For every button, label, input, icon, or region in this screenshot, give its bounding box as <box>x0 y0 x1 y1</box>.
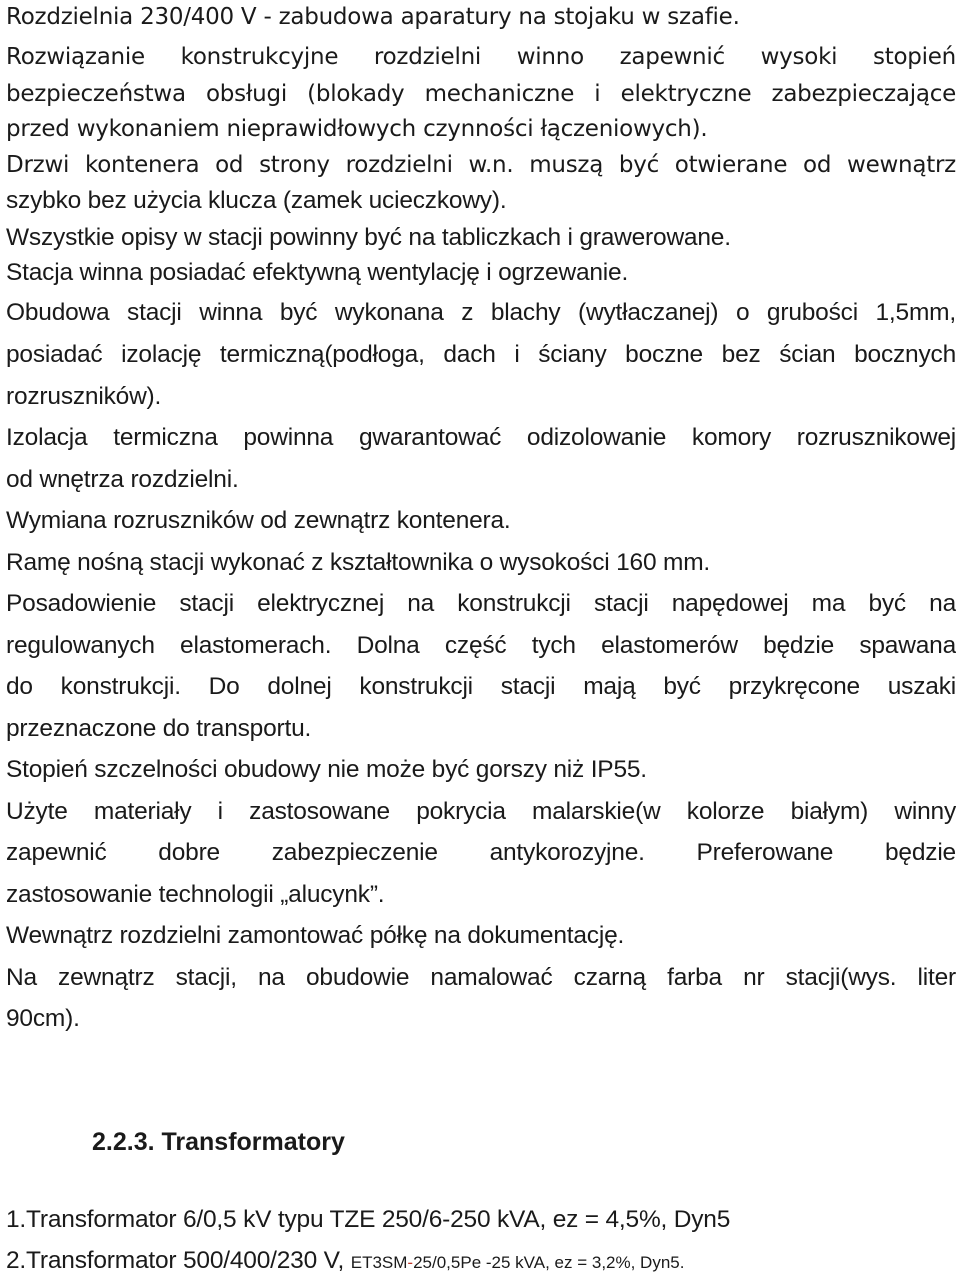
paragraph-line: do konstrukcji. Do dolnej konstrukcji stacji mają być przykręcone uszaki <box>6 673 956 700</box>
paragraph-line: od wnętrza rozdzielni. <box>6 466 239 493</box>
paragraph-line: Użyte materiały i zastosowane pokrycia malarskie(w kolorze białym) winny <box>6 798 956 825</box>
paragraph-line: Izolacja termiczna powinna gwarantować odizolowanie komory rozrusznikowej <box>6 424 956 451</box>
paragraph-line: Wymiana rozruszników od zewnątrz kontenera. <box>6 507 511 534</box>
paragraph-line: bezpieczeństwa obsługi (blokady mechaniczne i elektryczne zabezpieczające <box>6 81 956 107</box>
paragraph-line: regulowanych elastomerach. Dolna część tych elastomerów będzie spawana <box>6 632 956 659</box>
paragraph-line: Rozdzielnia 230/400 V - zabudowa aparatury na stojaku w szafie. <box>6 4 740 30</box>
paragraph-line: zapewnić dobre zabezpieczenie antykorozyjne. Preferowane będzie <box>6 839 956 866</box>
paragraph-line: przeznaczone do transportu. <box>6 715 312 742</box>
paragraph-line: szybko bez użycia klucza (zamek ucieczkowy). <box>6 187 507 214</box>
paragraph-line: Rozwiązanie konstrukcyjne rozdzielni winno zapewnić wysoki stopień <box>6 44 956 70</box>
paragraph-line: zastosowanie technologii „alucynk”. <box>6 881 385 908</box>
list-item: 1.Transformator 6/0,5 kV typu TZE 250/6-250 kVA, ez = 4,5%, Dyn5 <box>6 1206 731 1233</box>
section-heading: 2.2.3. Transformatory <box>92 1128 345 1156</box>
paragraph-line: Stacja winna posiadać efektywną wentylację i ogrzewanie. <box>6 259 629 286</box>
paragraph-line: Na zewnątrz stacji, na obudowie namalować czarną farba nr stacji(wys. liter <box>6 964 956 991</box>
paragraph-line: Drzwi kontenera od strony rozdzielni w.n. muszą być otwierane od wewnątrz <box>6 152 956 178</box>
list-item-dash: - <box>407 1253 414 1272</box>
paragraph-line: Posadowienie stacji elektrycznej na konstrukcji stacji napędowej ma być na <box>6 590 956 617</box>
list-item <box>6 1246 956 1280</box>
paragraph-line: 90cm). <box>6 1005 80 1032</box>
paragraph-line: Obudowa stacji winna być wykonana z blachy (wytłaczanej) o grubości 1,5mm, <box>6 299 956 326</box>
list-item-model: ET3SM <box>350 1253 408 1272</box>
paragraph-line: posiadać izolację termiczną(podłoga, dach i ściany boczne bez ścian bocznych <box>6 341 956 368</box>
paragraph-line: Ramę nośną stacji wykonać z kształtownika o wysokości 160 mm. <box>6 549 711 576</box>
list-item-main: 2.Transformator 500/400/230 V, <box>6 1247 351 1274</box>
list-item-spec: 25/0,5Pe -25 kVA, ez = 3,2%, Dyn5. <box>413 1253 685 1272</box>
paragraph-line: Stopień szczelności obudowy nie może być gorszy niż IP55. <box>6 756 647 783</box>
paragraph-line: przed wykonaniem nieprawidłowych czynności łączeniowych). <box>6 116 708 142</box>
paragraph-line: rozruszników). <box>6 383 162 410</box>
paragraph-line: Wszystkie opisy w stacji powinny być na tabliczkach i grawerowane. <box>6 224 731 251</box>
paragraph-line: Wewnątrz rozdzielni zamontować półkę na dokumentację. <box>6 922 625 949</box>
